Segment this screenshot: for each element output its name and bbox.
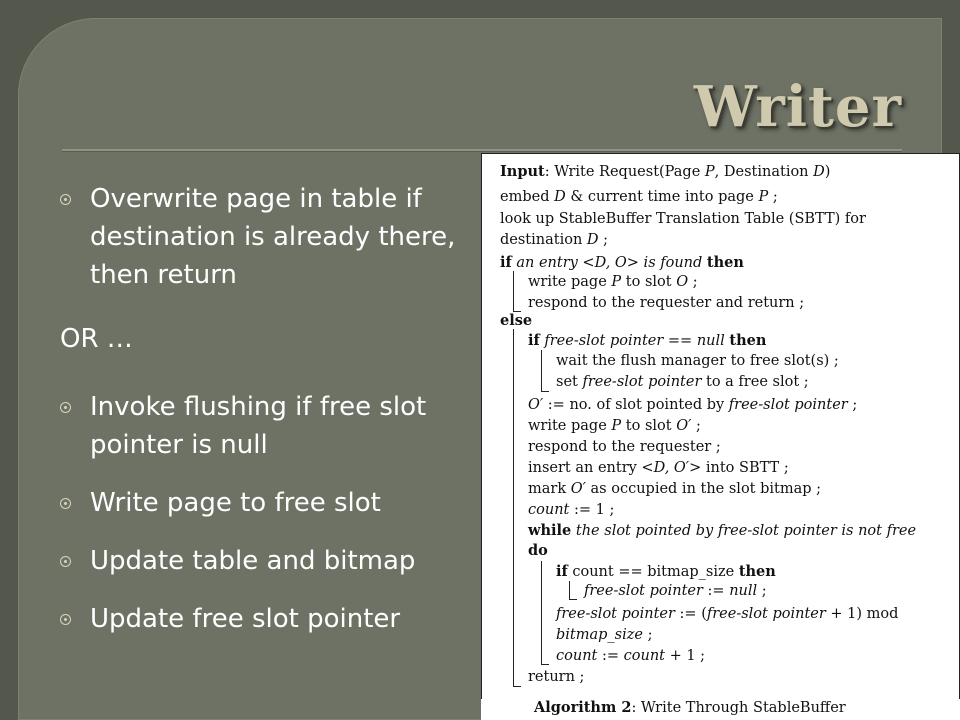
circle-bullet-icon [60,614,71,625]
algo-line: write page P to slot O′ ; [528,418,701,434]
algo-line: if count == bitmap_size then [556,563,776,580]
algo-line: respond to the requester ; [528,439,721,455]
algo-line: O′ := no. of slot pointed by free-slot pointer ; [528,397,858,413]
title-divider [62,149,902,152]
algo-line: count := 1 ; [528,502,615,518]
algo-line: mark O′ as occupied in the slot bitmap ; [528,481,822,497]
slide-title: Writer [693,74,902,140]
bullet-text: Update free slot pointer [90,604,401,634]
algo-line: else [500,312,533,329]
algo-line: return ; [528,669,585,685]
algo-line: count := count + 1 ; [556,648,706,664]
bullet-text: Invoke flushing if free slot pointer is null [90,392,427,460]
algorithm-caption: Algorithm 2: Write Through StableBuffer [530,699,850,716]
circle-bullet-icon [60,498,71,509]
bullet-text: Overwrite page in table if destination is already there, then return [90,184,456,290]
algo-line: free-slot pointer := null ; [584,583,767,599]
algo-line: while the slot pointed by free-slot pointer is not free [528,522,917,539]
bullet-list [60,180,480,638]
algo-line: look up StableBuffer Translation Table (SBTT) for [500,211,866,227]
algo-line: free-slot pointer := (free-slot pointer + 1) mod [556,606,899,622]
circle-bullet-icon [60,556,71,567]
bullet-item [60,180,480,294]
algorithm-listing [482,153,958,698]
algo-line: insert an entry <D, O′> into SBTT ; [528,460,789,476]
bullet-item [60,600,480,638]
or-label: OR … [60,324,133,354]
algo-line: if free-slot pointer == null then [528,332,767,349]
algo-line: destination D ; [500,232,609,248]
algo-line: write page P to slot O ; [528,274,698,290]
bullet-item [60,542,480,580]
algo-line: Input: Write Request(Page P, Destination D) [500,163,831,180]
algo-line: set free-slot pointer to a free slot ; [556,374,809,390]
circle-bullet-icon [60,194,71,205]
bullet-item [60,388,480,464]
algo-line: bitmap_size ; [556,627,653,643]
circle-bullet-icon [60,402,71,413]
algo-line: do [528,542,548,559]
bullet-text: Write page to free slot [90,488,381,518]
bullet-text: Update table and bitmap [90,546,416,576]
algo-line: if an entry <D, O> is found then [500,254,744,271]
algo-line: respond to the requester and return ; [528,295,805,311]
algo-line: wait the flush manager to free slot(s) ; [556,353,839,369]
bullet-item [60,484,480,522]
algo-line: embed D & current time into page P ; [500,189,778,205]
